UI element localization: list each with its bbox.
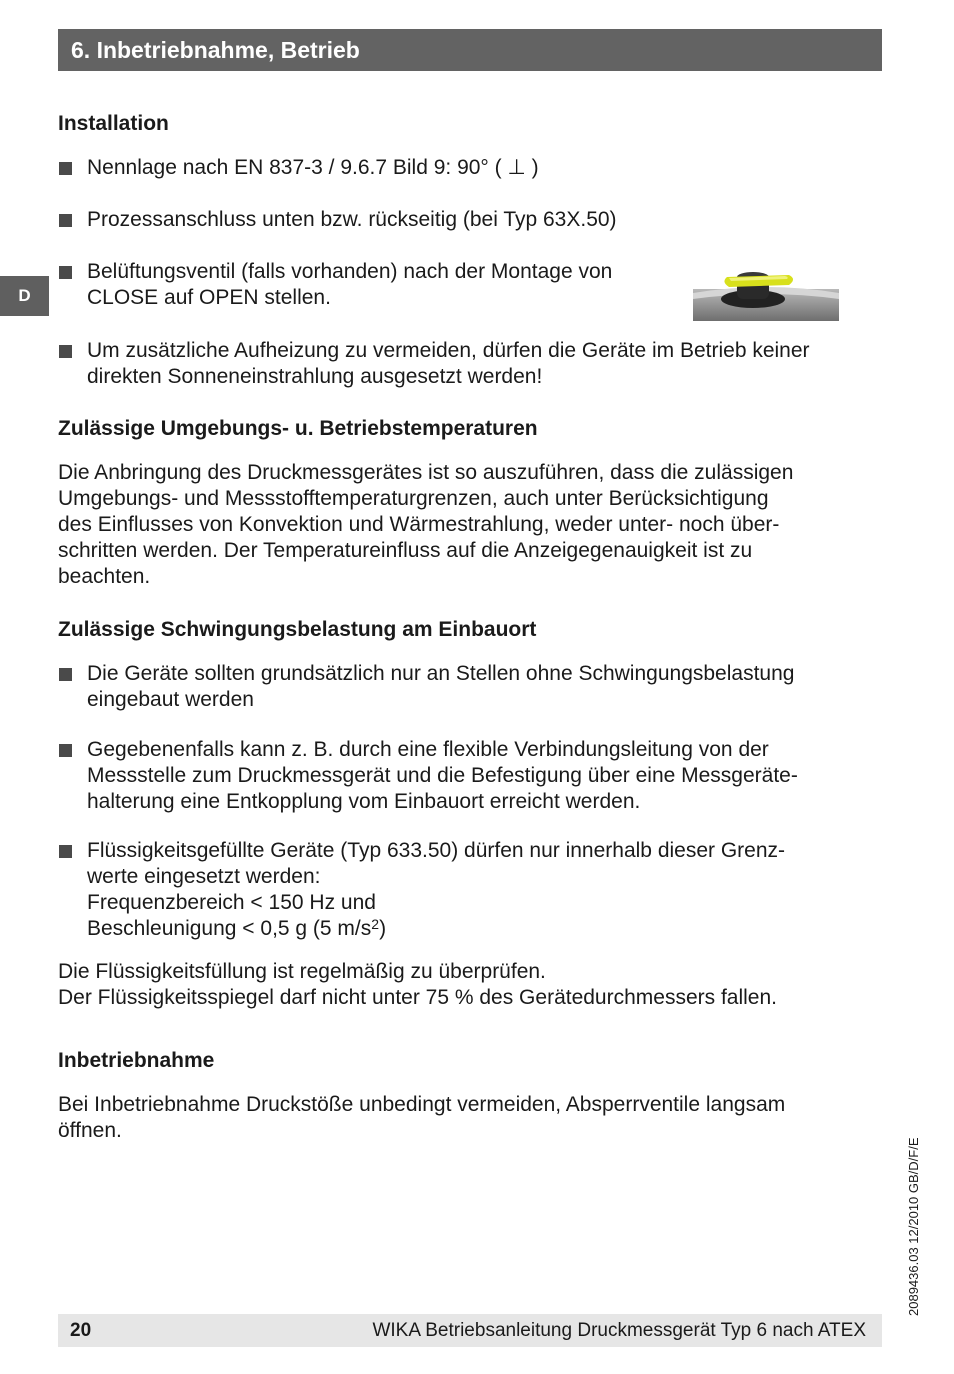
square-bullet-icon: [59, 345, 72, 358]
square-bullet-icon: [59, 266, 72, 279]
page-content: [58, 110, 878, 1144]
commissioning-heading: Inbetriebnahme: [58, 1049, 215, 1072]
document-number: 2089436.03 12/2010 GB/D/F/E: [906, 1137, 921, 1316]
square-bullet-icon: [59, 214, 72, 227]
commissioning-paragraph: Bei Inbetriebnahme Druckstöße unbedingt vermeiden, Absperrventile langsam öffnen.: [58, 1093, 786, 1142]
square-bullet-icon: [59, 162, 72, 175]
installation-list: [58, 155, 878, 390]
language-tab: D: [0, 276, 49, 316]
list-item: Prozessanschluss unten bzw. rückseitig (bei Typ 63X.50): [58, 207, 878, 233]
page-number: 20: [70, 1320, 92, 1341]
list-item: Die Geräte sollten grundsätzlich nur an Stellen ohne Schwingungsbelastung eingebaut werden: [58, 661, 878, 713]
list-item: Nennlage nach EN 837-3 / 9.6.7 Bild 9: 90° ( ⊥ ): [58, 155, 878, 181]
section-title: 6. Inbetriebnahme, Betrieb: [71, 37, 360, 63]
temperature-heading: Zulässige Umgebungs- u. Betriebstemperaturen: [58, 417, 538, 440]
square-bullet-icon: [59, 845, 72, 858]
list-item: Um zusätzliche Aufheizung zu vermeiden, dürfen die Geräte im Betrieb keiner direkten Sonneneinstrahlung ausgesetzt werden!: [58, 338, 878, 390]
temperature-paragraph: Die Anbringung des Druckmessgerätes ist so auszuführen, dass die zulässigen Umgebungs- und Messstofftemperaturgrenzen, auch unter Berücksichtigung des Einflusses von Konvektion und Wärmestrahlung, weder unter- noch über- schritten werden. Der Temperatureinfluss auf die Anzeigegenauigkeit ist zu beachten.: [58, 461, 794, 588]
acceleration-line: Beschleunigung < 0,5 g (5 $m/s^2$): [87, 916, 387, 940]
section-header: [58, 29, 882, 71]
list-item: Flüssigkeitsgefüllte Geräte (Typ 633.50) dürfen nur innerhalb dieser Grenz- werte eingesetzt werden: Frequenzbereich < 150 Hz und Beschleunigung < 0,5 g (5 $m/s^2$): [58, 838, 878, 942]
vibration-heading: Zulässige Schwingungsbelastung am Einbauort: [58, 618, 537, 641]
square-bullet-icon: [59, 668, 72, 681]
footer-title: WIKA Betriebsanleitung Druckmessgerät Typ 6 nach ATEX: [372, 1320, 866, 1341]
fluid-paragraph: Die Flüssigkeitsfüllung ist regelmäßig zu überprüfen. Der Flüssigkeitsspiegel darf nicht unter 75 % des Gerätedurchmessers fallen.: [58, 960, 778, 1009]
vibration-list: [58, 661, 878, 942]
page-footer: [58, 1314, 882, 1347]
list-item: Gegebenenfalls kann z. B. durch eine flexible Verbindungsleitung von der Messstelle zum Druckmessgerät und die Befestigung über eine Messgeräte- halterung eine Entkopplung vom Einbauort erreicht werden.: [58, 737, 878, 815]
list-item: Belüftungsventil (falls vorhanden) nach der Montage von CLOSE auf OPEN stellen.: [58, 259, 878, 311]
installation-heading: Installation: [58, 112, 169, 135]
square-bullet-icon: [59, 744, 72, 757]
